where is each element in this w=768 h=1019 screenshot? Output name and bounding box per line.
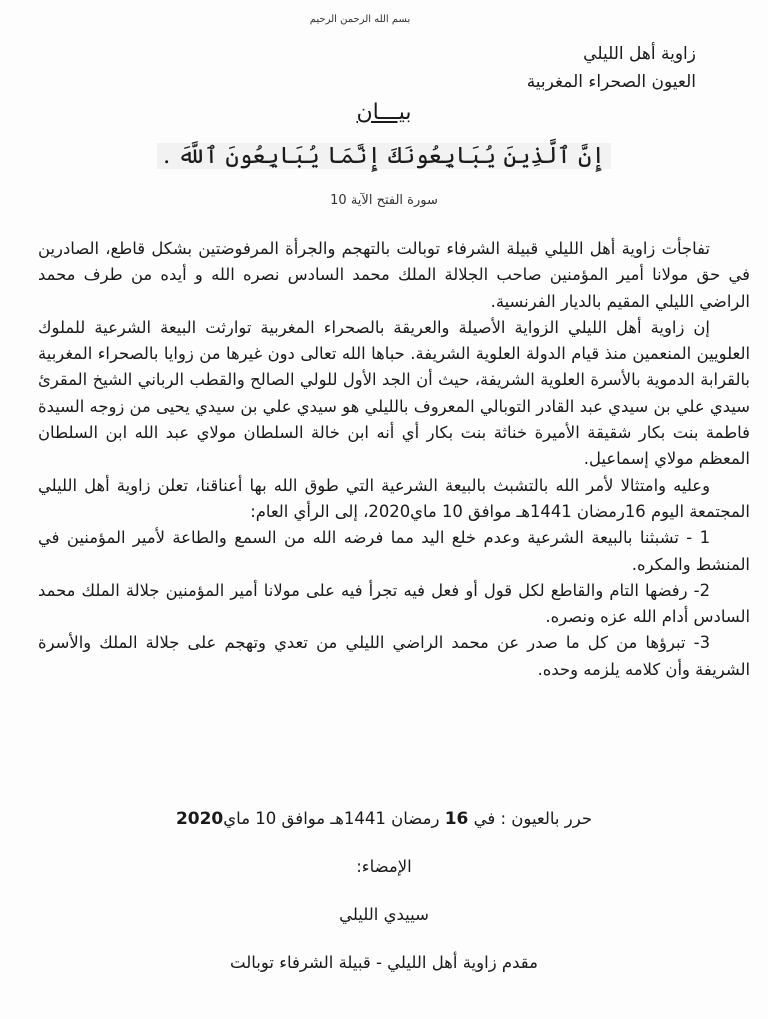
verse-text: إِنَّ ٱلَّذِينَ يُبَايِعُونَكَ إِنَّمَا يُبَايِعُونَ ٱللَّهَ . [157, 143, 611, 169]
statement-body [38, 236, 750, 683]
list-item: 3- تبرؤها من كل ما صدر عن محمد الراضي الليلي من تعدي وتهجم على جلالة الملك والأسرة الشريفة وأن كلامه يلزمه وحده. [38, 633, 750, 679]
quran-verse [0, 143, 768, 169]
date-day: 16 [444, 809, 469, 829]
list-item: 1 - تشبثنا بالبيعة الشرعية وعدم خلع اليد مما فرضه الله من السمع والطاعة لأمير المؤمنين في المنشط والمكره. [38, 528, 750, 574]
signer-name: سييدي الليلي [339, 905, 429, 924]
date-line [0, 795, 768, 843]
signer-title: مقدم زاوية أهل الليلي - قبيلة الشرفاء توبالت [230, 953, 538, 972]
date-hijri: رمضان 1441هـ موافق 10 ماي [223, 809, 440, 828]
org-name: زاوية أهل الليلي [583, 44, 696, 64]
basmala: بسم الله الرحمن الرحيم [309, 14, 411, 25]
paragraph: وعليه وامتثالا لأمر الله بالتشبث بالبيعة الشرعية التي طوق الله بها أعناقنا، تعلن زاوية أهل الليلي المجتمعة اليوم 16رمضان 1441هـ موافق 10 ماي2020، إلى الرأي العام: [38, 475, 750, 521]
org-location: العيون الصحراء المغربية [526, 72, 696, 92]
document-title: بيـــان [356, 100, 412, 125]
paragraph: تفاجأت زاوية أهل الليلي قبيلة الشرفاء توبالت بالتهجم والجرأة المرفوضتين بشكل قاطع، الصادرين في حق مولانا أمير المؤمنين صاحب الجلالة الملك محمد السادس نصره الله و أيده من طرف محمد الراضي الليلي المقيم بالديار الفرنسية. [38, 239, 750, 311]
list-item: 2- رفضها التام والقاطع لكل قول أو فعل فيه تجرأ فيه على مولانا أمير المؤمنين جلالة الملك محمد السادس أدام الله عزه ونصره. [38, 580, 750, 627]
closing-block [0, 795, 768, 987]
date-prefix: حرر بالعيون : في [473, 809, 593, 828]
verse-reference: سورة الفتح الآية 10 [330, 193, 438, 208]
signature-label: الإمضاء: [356, 857, 412, 876]
date-year: 2020 [175, 809, 224, 829]
organization-header [527, 40, 696, 96]
paragraph: إن زاوية أهل الليلي الزواية الأصيلة والعريقة بالصحراء المغربية توارثت البيعة الشرعية للملوك العلويين المنعمين منذ قيام الدولة العلوية الشريفة. حباها الله تعالى دون غيرها من زوايا بالصحراء المغربية بالقرابة الدموية بالأسرة العلوية الشريفة، حيث أن الجد الأول للولي الصالح والقطب الرباني الشيخ المقرئ سيدي علي بن سيدي عبد القادر التوبالي المعروف بالليلي هو سيدي علي بن سيدي يحيى من زوجه السيدة فاطمة بنت بكار شقيقة الأميرة خناثة بنت بكار أي أنه ابن خالة السلطان مولاي عبد الله ابن السلطان المعظم مولاي إسماعيل. [38, 317, 750, 469]
